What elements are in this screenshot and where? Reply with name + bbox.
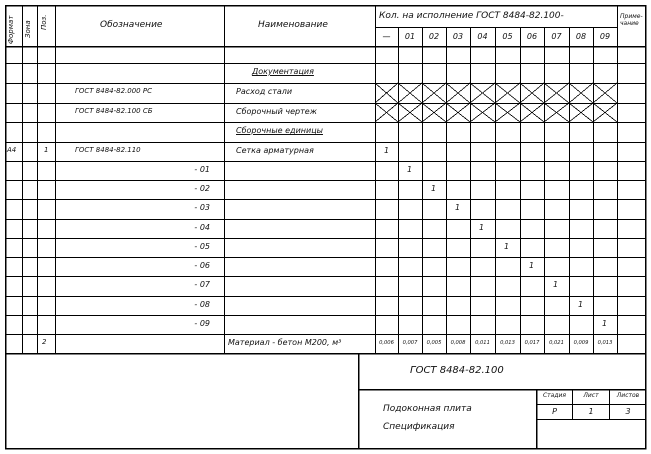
doc2-designation: ГОСТ 8484-82.100 СБ: [75, 107, 153, 115]
header-qty-title: Кол. на исполнение ГОСТ 8484-82.100-: [379, 11, 564, 21]
variant-qty: 1: [578, 300, 584, 309]
variant-qty: 1: [504, 242, 510, 251]
doc-section-title: Документация: [252, 67, 314, 76]
item1-format: А4: [7, 146, 17, 154]
variant-designation: - 07: [194, 280, 210, 289]
material-name: Материал - бетон М200, м³: [228, 338, 342, 347]
variant-designation: - 04: [194, 223, 210, 232]
variant-qty: 1: [479, 223, 485, 232]
variant-designation: - 08: [194, 300, 210, 309]
title-line2: Спецификация: [383, 422, 455, 432]
sheets-value: 3: [625, 407, 631, 416]
variant-qty: 1: [407, 165, 413, 174]
header-name: Наименование: [258, 20, 328, 30]
title-doc-number: ГОСТ 8484-82.100: [410, 365, 504, 376]
doc1-designation: ГОСТ 8484-82.000 РС: [75, 87, 152, 95]
header-notes: Приме-чание: [620, 13, 643, 27]
header-format: Формат: [7, 15, 15, 44]
sheets-label: Листов: [616, 392, 640, 399]
material-value: 0,011: [475, 340, 490, 346]
variant-designation: - 06: [194, 261, 210, 270]
sheet-value: 1: [588, 407, 594, 416]
header-pos: Поз.: [40, 14, 48, 30]
doc1-name: Расход стали: [236, 87, 293, 96]
material-value: 0,013: [500, 340, 515, 346]
variant-qty: 1: [431, 184, 437, 193]
stage-value: Р: [552, 407, 557, 416]
variant-qty: 1: [553, 280, 559, 289]
variant-header: 07: [551, 32, 562, 41]
material-value: 0,007: [402, 340, 418, 346]
variant-designation: - 05: [194, 242, 210, 251]
item1-pos: 1: [44, 146, 49, 154]
doc2-name: Сборочный чертеж: [236, 107, 317, 116]
variant-header: —: [382, 32, 391, 41]
material-pos: 2: [42, 338, 47, 346]
variant-designation: - 01: [194, 165, 210, 174]
variant-qty: 1: [529, 261, 535, 270]
header-designation: Обозначение: [100, 20, 163, 30]
material-value: 0,013: [597, 340, 613, 346]
variant-qty: 1: [455, 203, 461, 212]
material-value: 0,006: [379, 340, 394, 346]
item1-designation: ГОСТ 8484-82.110: [75, 146, 141, 154]
material-value: 0,017: [524, 340, 540, 346]
variant-header: 04: [477, 32, 488, 41]
material-value: 0,009: [573, 340, 589, 346]
item1-qty: 1: [384, 146, 390, 155]
variant-header: 02: [428, 32, 440, 41]
variant-header: 09: [599, 32, 611, 41]
variant-header: 03: [452, 32, 464, 41]
variant-designation: - 09: [194, 319, 210, 328]
sheet-label: Лист: [583, 392, 599, 399]
stage-label: Стадия: [542, 392, 567, 399]
variant-header: 05: [502, 32, 513, 41]
title-line1: Подоконная плита: [383, 404, 472, 414]
variant-header: 01: [404, 32, 416, 41]
variant-header: 06: [526, 32, 538, 41]
variant-designation: - 03: [194, 203, 210, 212]
variant-qty: 1: [602, 319, 608, 328]
header-zone: Зона: [24, 20, 32, 38]
variant-designation: - 02: [194, 184, 210, 193]
asm-section-title: Сборочные единицы: [236, 126, 323, 135]
material-value: 0,021: [549, 340, 564, 346]
material-value: 0,005: [426, 340, 442, 346]
material-value: 0,008: [450, 340, 466, 346]
variant-header: 08: [575, 32, 587, 41]
item1-name: Сетка арматурная: [236, 146, 314, 155]
